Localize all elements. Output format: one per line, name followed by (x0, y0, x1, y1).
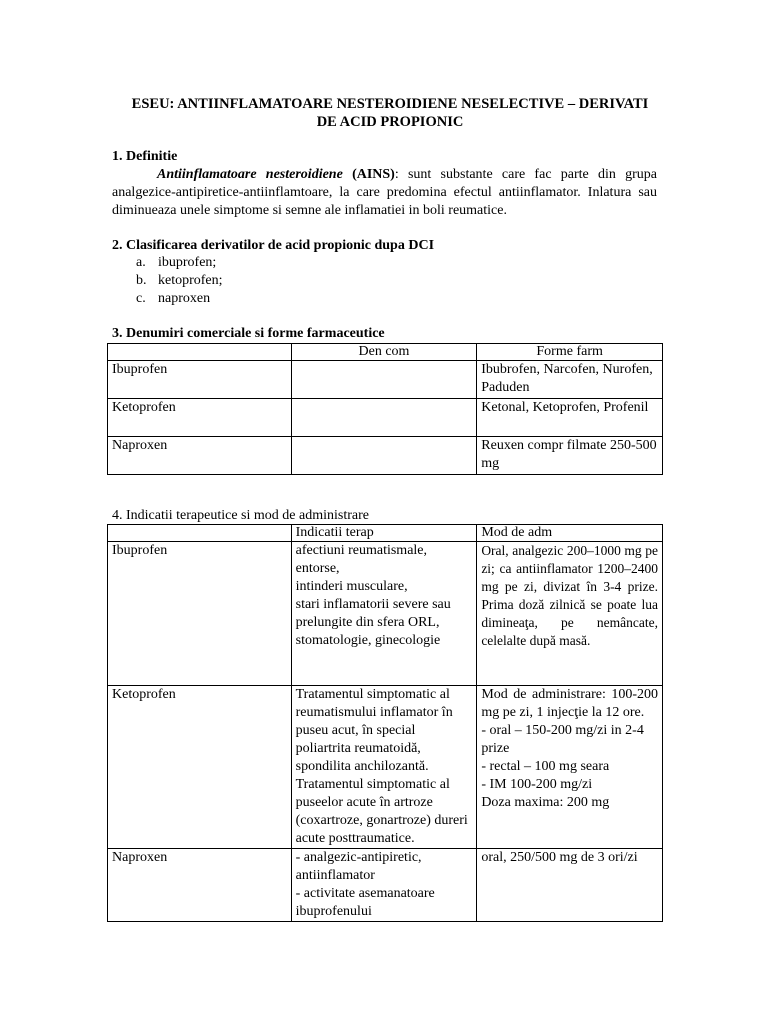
list-item (136, 290, 223, 308)
indication-line: Tratamentul simptomatic al puseelor acute în artroze (coxartroze, gonartroze) dureri acute posttraumatice. (295, 777, 468, 846)
list-item (136, 272, 223, 290)
definition-text: : sunt substante care fac parte din grupa analgezice-antipiretice-antiinflamtoare, la care predomina efectul antiinflamator. Inlatura sau diminueaza unele simptome si semne ale inflamatiei in boli reumatice. (112, 167, 657, 218)
indication-line: - activitate asemanatoare ibuprofenului (295, 886, 435, 919)
indication-line: afectiuni reumatismale, (295, 543, 428, 558)
document-title (100, 95, 680, 131)
table-row (108, 399, 663, 437)
table-cell (291, 437, 477, 475)
drug-name-cell: Naproxen (108, 437, 292, 475)
table-row (108, 686, 663, 849)
indications-cell (291, 849, 477, 922)
drug-name-cell: Ibuprofen (108, 542, 292, 686)
administration-line: - oral – 150-200 mg/zi in 2-4 prize (481, 723, 644, 756)
table-header-cell: Forme farm (477, 344, 663, 361)
table-header-cell (108, 344, 292, 361)
list-item-text: ibuprofen; (158, 255, 217, 270)
drug-name-cell: Naproxen (108, 849, 292, 922)
drug-name-cell: Ketoprofen (108, 686, 292, 849)
list-item-text: ketoprofen; (158, 273, 223, 288)
drug-name-cell: Ketoprofen (108, 399, 292, 437)
table-header-cell: Den com (291, 344, 477, 361)
table-row (108, 361, 663, 399)
administration-intro: Mod de administrare: 100-200 mg pe zi, 1 injecţie la 12 ore. (481, 687, 658, 720)
title-line-1: ESEU: ANTIINFLAMATOARE NESTEROIDIENE NESELECTIVE – DERIVATI (131, 96, 649, 112)
commercial-names-table (107, 343, 663, 475)
section-2-heading: 2. Clasificarea derivatilor de acid propionic dupa DCI (112, 238, 435, 253)
table-row (108, 437, 663, 475)
drug-name-cell: Ibuprofen (108, 361, 292, 399)
indication-line: entorse, (295, 561, 340, 576)
definition-abbr: (AINS) (352, 167, 395, 182)
indication-line: - analgezic-antipiretic, antiinflamator (295, 850, 422, 883)
section-3-heading: 3. Denumiri comerciale si forme farmaceutice (112, 326, 385, 341)
title-line-2: DE ACID PROPIONIC (316, 114, 464, 130)
table-row (108, 849, 663, 922)
administration-line: - IM 100-200 mg/zi (481, 777, 593, 792)
dci-list (136, 254, 223, 308)
indication-line: intinderi musculare, (295, 579, 408, 594)
administration-line: - rectal – 100 mg seara (481, 759, 610, 774)
table-header-row (108, 344, 663, 361)
table-header-cell: Mod de adm (477, 525, 663, 542)
indications-cell (291, 542, 477, 686)
list-item (136, 254, 223, 272)
table-row (108, 542, 663, 686)
table-cell: Ibubrofen, Narcofen, Nurofen, Paduden (477, 361, 663, 399)
section-1-heading: 1. Definitie (112, 149, 178, 164)
table-header-cell (108, 525, 292, 542)
list-item-text: naproxen (158, 291, 211, 306)
administration-cell (477, 686, 663, 849)
indication-line: stari inflamatorii severe sau prelungite din sfera ORL, stomatologie, ginecologie (295, 597, 451, 648)
table-cell: Ketonal, Ketoprofen, Profenil (477, 399, 663, 437)
indication-line: Tratamentul simptomatic al reumatismului inflamator în puseu acut, în special poliartrita reumatoidă, spondilita anchilozantă. (295, 687, 453, 774)
table-header-cell: Indicatii terap (291, 525, 477, 542)
table-header-row (108, 525, 663, 542)
section-4-heading: 4. Indicatii terapeutice si mod de administrare (112, 508, 369, 523)
administration-cell: oral, 250/500 mg de 3 ori/zi (477, 849, 663, 922)
definition-term: Antiinflamatoare nesteroidiene (157, 167, 343, 182)
definition-paragraph (112, 166, 657, 220)
table-cell: Reuxen compr filmate 250-500 mg (477, 437, 663, 475)
list-marker: c. (136, 291, 146, 306)
table-cell (291, 361, 477, 399)
table-cell (291, 399, 477, 437)
list-marker: b. (136, 273, 147, 288)
list-marker: a. (136, 255, 146, 270)
indications-cell (291, 686, 477, 849)
administration-line: Doza maxima: 200 mg (481, 795, 610, 810)
administration-cell: Oral, analgezic 200–1000 mg pe zi; ca antiinflamator 1200–2400 mg pe zi, divizat în 3-4 prize. Prima doză zilnică se poate lua dimineaţa, pe nemâncate, celelalte după masă. (477, 542, 663, 686)
indications-table (107, 524, 663, 922)
